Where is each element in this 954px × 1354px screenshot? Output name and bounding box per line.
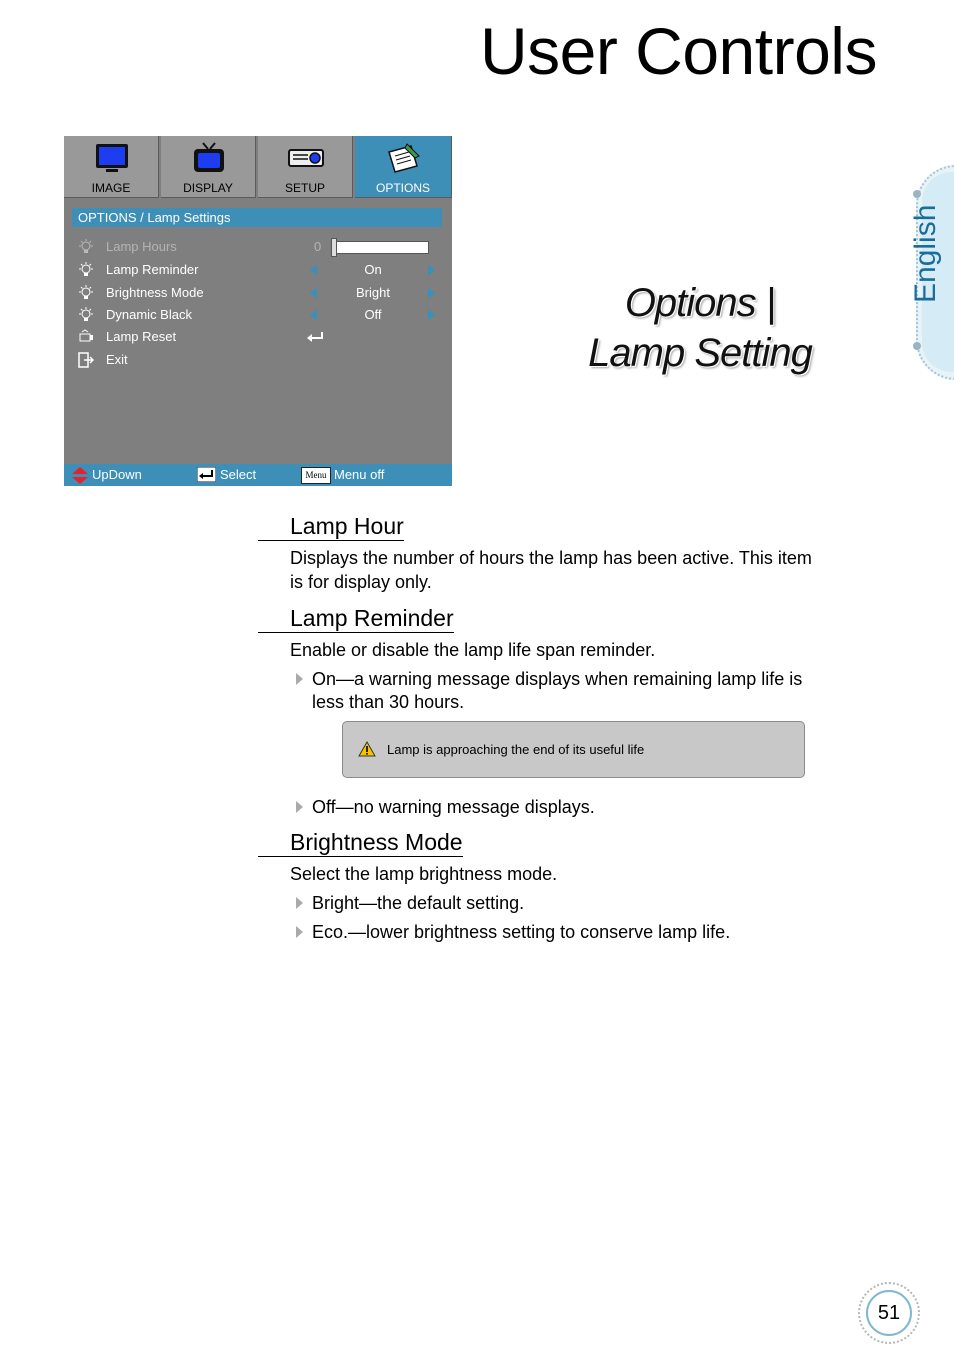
bulb-icon	[78, 285, 94, 301]
section-title-line2: Lamp Setting	[588, 331, 812, 375]
bullet-on: On—a warning message displays when remaining lamp life is	[312, 669, 803, 689]
osd-breadcrumb: OPTIONS / Lamp Settings	[72, 208, 442, 227]
osd-item-brightness-mode[interactable]	[78, 283, 438, 303]
footer-updown: UpDown	[92, 467, 142, 482]
bulb-icon	[78, 307, 94, 323]
osd-item-dynamic-black[interactable]	[78, 305, 438, 325]
osd-item-value: On	[364, 262, 382, 277]
osd-item-exit[interactable]	[78, 350, 438, 370]
bullet-on-cont: less than 30 hours.	[312, 692, 465, 712]
warning-dialog	[342, 721, 805, 778]
bullet-arrow-icon	[296, 801, 303, 813]
right-arrow-icon[interactable]	[428, 264, 435, 276]
language-label: English	[909, 204, 942, 303]
menu-key-icon: Menu	[301, 467, 331, 484]
page-title: User Controls	[480, 14, 877, 88]
lamp-hour-text: Displays the number of hours the lamp has been active. This item	[290, 548, 812, 568]
tab-setup[interactable]	[258, 136, 353, 198]
notepad-icon	[385, 142, 421, 174]
exit-icon	[78, 352, 94, 368]
tab-label: SETUP	[284, 181, 325, 195]
tab-display[interactable]	[161, 136, 256, 198]
lamp-hours-slider	[333, 241, 429, 254]
heading-brightness-mode: Brightness Mode	[258, 828, 463, 857]
lamp-hours-value: 0	[314, 239, 322, 254]
updown-arrow-icon	[72, 467, 88, 484]
tab-image[interactable]	[64, 136, 159, 198]
lamp-reminder-text: Enable or disable the lamp life span reminder.	[290, 640, 656, 660]
brightness-mode-text: Select the lamp brightness mode.	[290, 864, 558, 884]
osd-item-label: Exit	[106, 352, 128, 367]
osd-item-lamp-hours	[78, 237, 438, 257]
footer-menu-off: Menu off	[334, 467, 385, 482]
bullet-bright: Bright—the default setting.	[312, 893, 525, 913]
osd-item-value: Bright	[356, 285, 390, 300]
osd-item-label: Lamp Reminder	[106, 262, 199, 277]
heading-lamp-hour: Lamp Hour	[258, 512, 404, 541]
left-arrow-icon[interactable]	[310, 264, 317, 276]
footer-select: Select	[220, 467, 257, 482]
osd-item-label: Brightness Mode	[106, 285, 204, 300]
enter-icon[interactable]	[306, 331, 324, 343]
bullet-off: Off—no warning message displays.	[312, 797, 595, 817]
section-title-line1: Options |	[624, 281, 776, 325]
monitor-icon	[94, 142, 130, 174]
tab-options[interactable]	[355, 136, 452, 198]
bullet-arrow-icon	[296, 897, 303, 909]
osd-item-value: Off	[364, 307, 382, 322]
tab-label: DISPLAY	[183, 181, 233, 195]
osd-item-label: Lamp Hours	[106, 239, 177, 254]
left-arrow-icon[interactable]	[310, 309, 317, 321]
language-tab-dot	[913, 342, 921, 350]
warning-message: Lamp is approaching the end of its useful life	[387, 742, 645, 757]
slider-handle	[331, 238, 337, 257]
enter-key-icon	[197, 467, 216, 482]
language-tab-dot	[913, 190, 921, 198]
osd-item-label: Dynamic Black	[106, 307, 192, 322]
tab-label: IMAGE	[91, 181, 131, 195]
tab-label: OPTIONS	[375, 181, 430, 195]
projector-icon	[282, 142, 330, 174]
lamp-reset-icon	[78, 329, 94, 345]
osd-footer	[64, 464, 452, 486]
bullet-arrow-icon	[296, 673, 303, 685]
right-arrow-icon[interactable]	[428, 309, 435, 321]
bulb-icon	[78, 262, 94, 278]
tv-icon	[191, 142, 227, 174]
heading-lamp-reminder: Lamp Reminder	[258, 604, 454, 633]
bullet-arrow-icon	[296, 926, 303, 938]
bullet-eco: Eco.—lower brightness setting to conserve lamp life.	[312, 922, 731, 942]
osd-item-lamp-reset[interactable]	[78, 327, 438, 347]
left-arrow-icon[interactable]	[310, 287, 317, 299]
warning-icon	[358, 741, 376, 757]
right-arrow-icon[interactable]	[428, 287, 435, 299]
bulb-icon	[78, 239, 94, 255]
osd-item-label: Lamp Reset	[106, 329, 177, 344]
osd-menu	[64, 136, 452, 486]
page-number: 51	[866, 1290, 912, 1336]
section-title	[540, 278, 860, 378]
lamp-hour-text-2: is for display only.	[290, 572, 432, 592]
osd-item-lamp-reminder[interactable]	[78, 260, 438, 280]
